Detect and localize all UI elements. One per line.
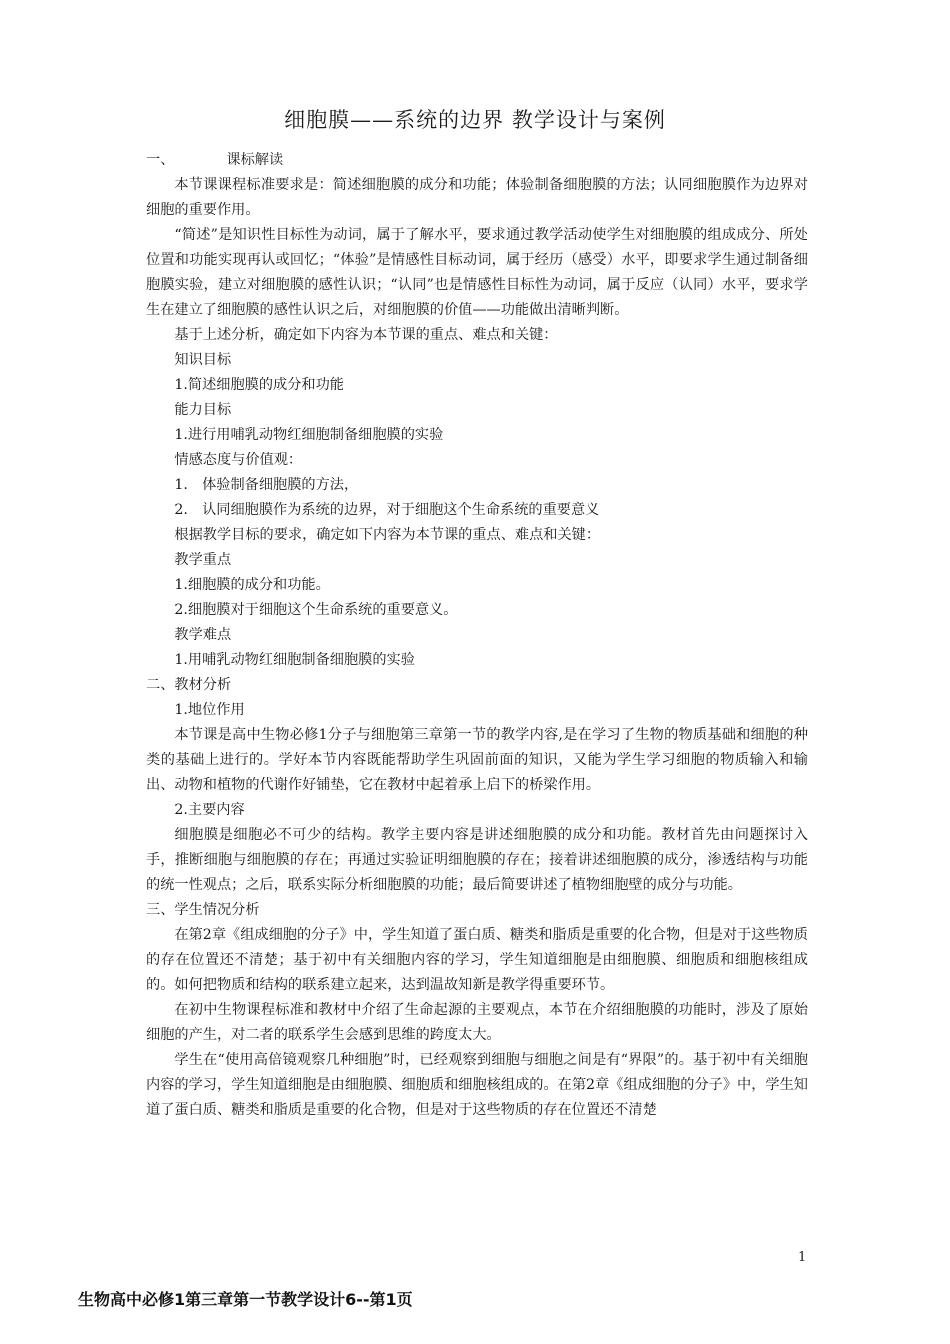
page-number: 1 [798, 1250, 807, 1265]
subheading: 2.主要内容 [174, 802, 245, 818]
paragraph: 在第2章《组成细胞的分子》中，学生知道了蛋白质、糖类和脂质是重要的化合物，但是对于这些物质的存在位置还不清楚；基于初中有关细胞内容的学习，学生知道细胞是由细胞膜、细胞质和细胞核组成的。如何把物质和结构的联系建立起来，达到温故知新是教学得重要环节。 [146, 927, 808, 993]
section-1-title: 课标解读 [226, 152, 284, 168]
paragraph: “简述”是知识性目标性为动词，属于了解水平，要求通过教学活动使学生对细胞膜的组成成分、所处位置和功能实现再认或回忆；“体验”是情感性目标动词，属于经历（感受）水平，即要求学生通过制备细胞膜实验，建立对细胞膜的感性认识；“认同”也是情感性目标性为动词，属于反应（认同）水平，要求学生在建立了细胞膜的感性认识之后，对细胞膜的价值——功能做出清晰判断。 [146, 227, 808, 318]
paragraph: 基于上述分析，确定如下内容为本节课的重点、难点和关键： [174, 327, 558, 343]
subheading: 教学难点 [174, 627, 232, 643]
document-body [146, 148, 808, 1123]
subheading: 1.地位作用 [174, 702, 245, 718]
section-1-number: 一、 [146, 152, 175, 168]
list-item: 1. 体验制备细胞膜的方法， [174, 477, 359, 493]
subheading: 知识目标 [174, 352, 232, 368]
paragraph: 细胞膜是细胞必不可少的结构。教学主要内容是讲述细胞膜的成分和功能。教材首先由问题探讨入手，推断细胞与细胞膜的存在；再通过实验证明细胞膜的存在；接着讲述细胞膜的成分，渗透结构与功能的统一性观点；之后，联系实际分析细胞膜的功能；最后简要讲述了植物细胞壁的成分与功能。 [146, 827, 808, 893]
subheading: 能力目标 [174, 402, 232, 418]
list-item: 1.用哺乳动物红细胞制备细胞膜的实验 [174, 652, 415, 668]
list-item: 2. 认同细胞膜作为系统的边界，对于细胞这个生命系统的重要意义 [174, 502, 600, 518]
list-item: 2.细胞膜对于细胞这个生命系统的重要意义。 [174, 602, 458, 618]
subheading: 情感态度与价值观： [174, 452, 303, 468]
paragraph: 根据教学目标的要求，确定如下内容为本节课的重点、难点和关键： [174, 527, 601, 543]
section-3-heading: 三、学生情况分析 [146, 902, 260, 918]
section-1-heading [146, 148, 808, 173]
page-footer: 生物高中必修1第三章第一节教学设计6--第1页 [78, 1290, 413, 1309]
paragraph: 本节课课程标准要求是：简述细胞膜的成分和功能；体验制备细胞膜的方法；认同细胞膜作为边界对细胞的重要作用。 [146, 177, 808, 218]
list-item: 1.简述细胞膜的成分和功能 [174, 377, 344, 393]
paragraph: 学生在“使用高倍镜观察几种细胞”时，已经观察到细胞与细胞之间是有“界限”的。基于初中有关细胞内容的学习，学生知道细胞是由细胞膜、细胞质和细胞核组成的。在第2章《组成细胞的分子》中，学生知道了蛋白质、糖类和脂质是重要的化合物，但是对于这些物质的存在位置还不清楚 [146, 1052, 808, 1118]
paragraph: 在初中生物课程标准和教材中介绍了生命起源的主要观点，本节在介绍细胞膜的功能时，涉及了原始细胞的产生，对二者的联系学生会感到思维的跨度太大。 [146, 1002, 808, 1043]
list-item: 1.细胞膜的成分和功能。 [174, 577, 330, 593]
subheading: 教学重点 [174, 552, 232, 568]
paragraph: 本节课是高中生物必修1分子与细胞第三章第一节的教学内容,是在学习了生物的物质基础和细胞的种类的基础上进行的。学好本节内容既能帮助学生巩固前面的知识，又能为学生学习细胞的物质输入和输出、动物和植物的代谢作好铺垫，它在教材中起着承上启下的桥梁作用。 [146, 727, 808, 793]
section-2-heading: 二、教材分析 [146, 677, 232, 693]
list-item: 1.进行用哺乳动物红细胞制备细胞膜的实验 [174, 427, 444, 443]
document-title: 细胞膜——系统的边界 教学设计与案例 [284, 108, 666, 132]
